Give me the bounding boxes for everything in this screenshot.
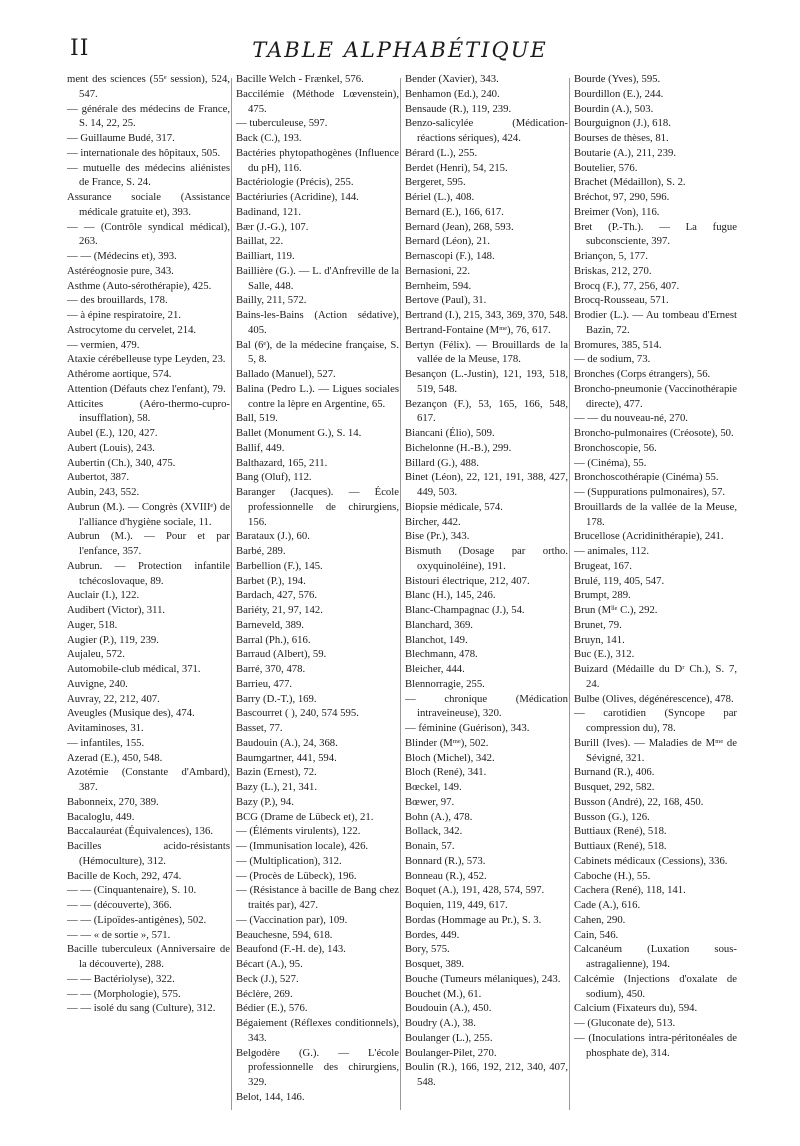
index-entry: Bronches (Corps étrangers), 56. (574, 368, 711, 380)
index-entry: Bouchet (M.), 61. (405, 987, 482, 1000)
index-entry: Ballado (Manuel), 527. (236, 368, 336, 380)
index-entry: Brodier (L.). — Au tombeau d'Ernest Bazin, 72. (574, 309, 737, 336)
index-entry: Barataux (J.), 60. (236, 530, 310, 543)
index-entry: — de sodium, 73. (574, 353, 651, 366)
index-entry: Aubert (Louis), 243. (67, 441, 155, 454)
index-entry: Brumpt, 289. (574, 589, 631, 602)
index-entry: — (Gluconate de), 513. (574, 1017, 676, 1029)
index-entry: Boudry (A.), 38. (405, 1017, 476, 1029)
index-entry: Babonneix, 270, 389. (67, 795, 159, 808)
index-entry: Buttiaux (René), 518. (574, 840, 667, 852)
index-entry: Boutarie (A.), 211, 239. (574, 146, 677, 159)
index-entry: Burill (Ives). — Maladies de Mᵐᵉ de Sévigné, 321. (574, 736, 737, 764)
index-entry: Baumgartner, 441, 594. (236, 751, 337, 764)
index-entry: Bang (Oluf), 112. (236, 471, 312, 484)
index-entry: — Guillaume Budé, 317. (67, 132, 175, 144)
index-entry: Biopsie médicale, 574. (405, 500, 503, 513)
index-entry: Bœwer, 97. (405, 795, 455, 808)
index-entry: Broncho-pulmonaires (Créosote), 50. (574, 427, 734, 439)
index-entry: Back (C.), 193. (236, 132, 302, 144)
column-divider (400, 78, 401, 1110)
index-entry: Besançon (L.-Justin), 121, 193, 518, 519, 548. (405, 368, 568, 395)
index-entry: Busson (G.), 126. (574, 810, 650, 823)
index-entry: Bacille Welch - Frænkel, 576. (236, 73, 364, 85)
index-entry: Bains-les-Bains (Action sédative), 405. (236, 309, 399, 336)
page-number: II (70, 36, 90, 61)
index-entry: Bory, 575. (405, 943, 450, 956)
index-entry: Astrocytome du cervelet, 214. (67, 323, 197, 336)
column-divider (569, 78, 570, 1110)
index-entry: Ballet (Monument G.), S. 14. (236, 427, 362, 439)
index-entry: — (Résistance à bacille de Bang chez traités par), 427. (236, 884, 399, 911)
index-entry: Bouche (Tumeurs mélaniques), 243. (405, 972, 561, 985)
index-entry: — mutuelle des médecins aliénistes de France, S. 24. (67, 161, 230, 189)
index-entry: Blanc (H.), 145, 246. (405, 589, 496, 602)
index-entry: Bret (P.-Th.). — La fugue subconsciente, 397. (574, 220, 737, 248)
index-entry: Bernard (Léon), 21. (405, 235, 490, 248)
index-entry: Barry (D.-T.), 169. (236, 692, 317, 705)
index-entry: Assurance sociale (Assistance médicale gratuite et), 393. (67, 191, 230, 218)
index-entry: Brun (Mˡˡᵉ C.), 292. (574, 604, 658, 616)
index-entry: Bismuth (Dosage par ortho. oxyquinoléine), 191. (405, 545, 568, 572)
index-entry: Auvigne, 240. (67, 677, 128, 690)
index-entry: — carotidien (Syncope par compression du), 78. (574, 707, 737, 734)
index-entry: Avitaminoses, 31. (67, 722, 144, 734)
index-entry: Bollack, 342. (405, 825, 463, 838)
index-entry: Aubrun (M.). — Congrès (XVIIIᵉ) de l'alliance d'hygiène sociale, 11. (67, 500, 230, 528)
index-entry: — internationale des hôpitaux, 505. (67, 146, 221, 159)
index-entry: — — (Médecins et), 393. (67, 250, 177, 262)
index-entry: Barral (Ph.), 616. (236, 633, 311, 646)
index-entry: — animales, 112. (574, 545, 649, 557)
index-entry: — infantiles, 155. (67, 736, 145, 749)
index-entry: Bosquet, 389. (405, 958, 465, 970)
index-entry: Benzo-salicylée (Médication-réactions sériques), 424. (405, 117, 568, 144)
index-entry: Atticites (Aéro-thermo-cupro-insufflation), 58. (67, 397, 230, 425)
index-entry: Cade (A.), 616. (574, 899, 641, 911)
index-entry: Bernheim, 594. (405, 279, 472, 292)
index-entry: Asthme (Auto-sérothérapie), 425. (67, 279, 212, 292)
index-entry: Brocq (F.), 77, 256, 407. (574, 279, 680, 292)
index-entry: Bloch (Michel), 342. (405, 751, 495, 764)
index-entry: Baccalauréat (Équivalences), 136. (67, 825, 213, 838)
index-entry: Bailliart, 119. (236, 250, 295, 262)
index-entry: Bender (Xavier), 343. (405, 73, 499, 85)
index-entry: Broncho-pneumonie (Vaccinothérapie directe), 477. (574, 382, 737, 410)
index-entry: Boulanger-Pilet, 270. (405, 1046, 497, 1059)
index-entry: Biancani (Élio), 509. (405, 427, 495, 439)
index-entry: Caboche (H.), 55. (574, 869, 651, 882)
index-entry: Baillat, 22. (236, 235, 284, 248)
index-entry: Bonnard (R.), 573. (405, 854, 486, 867)
index-entry: Ataxie cérébelleuse type Leyden, 23. (67, 353, 226, 366)
index-entry: Brugeat, 167. (574, 559, 632, 572)
index-entry: — (Procès de Lübeck), 196. (236, 869, 357, 882)
index-entry: Baccilémie (Méthode Lœvenstein), 475. (236, 87, 399, 115)
index-entry: Brocq-Rousseau, 571. (574, 294, 669, 307)
index-entry: Barbellion (F.), 145. (236, 559, 323, 572)
index-entry: Cain, 546. (574, 928, 619, 941)
index-entry: Bactéries phytopathogènes (Influence du pH), 116. (236, 146, 399, 174)
index-entry: Busquet, 292, 582. (574, 781, 655, 793)
index-entry: Brunet, 79. (574, 618, 622, 631)
index-entry: — — (découverte), 366. (67, 899, 172, 911)
index-entry: Bordas (Hommage au Pr.), S. 3. (405, 913, 542, 926)
index-entry: — (Éléments virulents), 122. (236, 825, 361, 838)
index-entry: Auvray, 22, 212, 407. (67, 692, 160, 705)
index-entry: Bégaiement (Réflexes conditionnels), 343. (236, 1017, 399, 1044)
index-entry: Attention (Défauts chez l'enfant), 79. (67, 382, 226, 395)
index-entry: Barbet (P.), 194. (236, 574, 306, 587)
index-entry: Bourdillon (E.), 244. (574, 87, 664, 100)
index-entry: Boulin (R.), 166, 192, 212, 340, 407, 548. (405, 1061, 568, 1088)
index-entry: — des brouillards, 178. (67, 294, 168, 307)
index-entry: Boudouin (A.), 450. (405, 1002, 492, 1015)
index-entry: Bernasioni, 22. (405, 264, 471, 277)
index-entry: — (Immunisation locale), 426. (236, 840, 369, 852)
index-entry: — chronique (Médication intraveineuse), 320. (405, 692, 568, 720)
index-entry: Azotémie (Constante d'Ambard), 387. (67, 766, 230, 793)
index-entry: Boutelier, 576. (574, 161, 638, 174)
index-entry: Barraud (Albert), 59. (236, 648, 327, 661)
index-entry: Bise (Pr.), 343. (405, 530, 470, 543)
index-entry: Astéréognosie pure, 343. (67, 264, 174, 277)
index-entry: Ball, 519. (236, 412, 278, 425)
index-entry: Baillière (G.). — L. d'Anfreville de la Salle, 448. (236, 264, 399, 292)
index-entry: — tuberculeuse, 597. (236, 117, 328, 130)
index-entry: Bœckel, 149. (405, 781, 462, 793)
index-entry: Bertyn (Félix). — Brouillards de la vallée de la Meuse, 178. (405, 338, 568, 366)
index-entry: Bonain, 57. (405, 840, 455, 852)
index-entry: Blinder (Mᵐᵉ), 502. (405, 736, 489, 749)
index-entry: — (Multiplication), 312. (236, 854, 342, 867)
index-entry: Bariéty, 21, 97, 142. (236, 604, 323, 616)
index-entry: — — « de sortie », 571. (67, 928, 171, 941)
index-entry: Bazy (L.), 21, 341. (236, 781, 318, 793)
index-entry: — à épine respiratoire, 21. (67, 309, 181, 321)
index-entry: Boquet (A.), 191, 428, 574, 597. (405, 884, 545, 897)
index-entry: Breimer (Von), 116. (574, 205, 660, 218)
index-entry: Badinand, 121. (236, 205, 302, 218)
index-entry: Brachet (Médaillon), S. 2. (574, 176, 686, 189)
index-entry: Buc (E.), 312. (574, 648, 635, 661)
index-entry: Bériel (L.), 408. (405, 191, 475, 203)
index-entry: Bircher, 442. (405, 515, 461, 528)
index-entry: Brulé, 119, 405, 547. (574, 574, 665, 587)
index-entry: Berdet (Henri), 54, 215. (405, 161, 508, 174)
index-entry: Bourde (Yves), 595. (574, 73, 661, 85)
index-entry: Bourses de thèses, 81. (574, 132, 669, 144)
index-entry: Aubin, 243, 552. (67, 486, 140, 498)
index-entry: Baudouin (A.), 24, 368. (236, 736, 338, 749)
index-entry: Blechmann, 478. (405, 648, 478, 661)
index-entry: Bertrand (I.), 215, 343, 369, 370, 548. (405, 309, 568, 321)
index-entry: Briançon, 5, 177. (574, 250, 648, 262)
index-entry: Bréchot, 97, 290, 596. (574, 191, 670, 203)
index-entry: Bazin (Ernest), 72. (236, 766, 317, 779)
index-column-4 (574, 72, 737, 1140)
index-entry: Belot, 144, 146. (236, 1090, 305, 1103)
index-column-3 (405, 72, 568, 1140)
index-entry: Bromures, 385, 514. (574, 338, 662, 351)
index-entry: Buizard (Médaille du Dʳ Ch.), S. 7, 24. (574, 663, 737, 690)
index-entry: Bronchoscothérapie (Cinéma) 55. (574, 471, 719, 484)
index-entry: Buttiaux (René), 518. (574, 825, 667, 838)
index-entry: Benhamon (Ed.), 240. (405, 87, 500, 100)
index-entry: Binet (Léon), 22, 121, 191, 388, 427, 449, 503. (405, 471, 568, 498)
index-entry: — — (Contrôle syndical médical), 263. (67, 220, 230, 248)
index-entry: Calcémie (Injections d'oxalate de sodium), 450. (574, 972, 737, 1000)
column-divider (231, 78, 232, 1110)
index-entry: Auger, 518. (67, 618, 118, 631)
index-entry: Bailly, 211, 572. (236, 294, 307, 307)
index-entry: Augier (P.), 119, 239. (67, 633, 159, 646)
index-entry: Aubertot, 387. (67, 471, 130, 484)
running-title: TABLE ALPHABÉTIQUE (252, 38, 548, 62)
index-entry: Bohn (A.), 478. (405, 810, 473, 823)
index-entry: Calcanéum (Luxation sous-astragalienne), 194. (574, 943, 737, 970)
index-entry: Cachera (René), 118, 141. (574, 884, 686, 897)
index-entry: — — isolé du sang (Culture), 312. (67, 1002, 216, 1015)
index-entry: Balina (Pedro L.). — Ligues sociales contre la lèpre en Argentine, 65. (236, 382, 399, 410)
index-entry: Brucellose (Acridinithérapie), 241. (574, 530, 724, 543)
index-entry: Balthazard, 165, 211. (236, 456, 328, 469)
index-entry: Aubertin (Ch.), 340, 475. (67, 456, 176, 469)
index-column-1 (67, 72, 230, 1140)
index-entry: Bacille tuberculeux (Anniversaire de la découverte), 288. (67, 943, 230, 970)
index-entry: Blanchard, 369. (405, 618, 473, 631)
index-entry: Bérard (L.), 255. (405, 146, 478, 159)
index-entry: Aveugles (Musique des), 474. (67, 707, 195, 720)
index-entry: Bloch (René), 341. (405, 766, 487, 779)
index-entry: Bichelonne (H.-B.), 299. (405, 441, 512, 454)
index-entry: Burnand (R.), 406. (574, 766, 655, 779)
index-entry: — vermien, 479. (67, 338, 140, 351)
index-entry: Basset, 77. (236, 722, 283, 734)
index-entry: Bal (6ᵉ), de la médecine française, S. 5, 8. (236, 338, 399, 366)
index-entry: Boquien, 119, 449, 617. (405, 899, 508, 911)
index-entry: Aubrun (M.). — Pour et par l'enfance, 357. (67, 530, 230, 557)
index-entry: Bernard (E.), 166, 617. (405, 205, 504, 218)
page-header (70, 36, 730, 76)
index-entry: Bonneau (R.), 452. (405, 869, 487, 882)
index-entry: — — (Cinquantenaire), S. 10. (67, 884, 197, 897)
index-entry: Béclère, 269. (236, 987, 293, 1000)
index-entry: Bazy (P.), 94. (236, 795, 294, 808)
index-entry: Blennorragie, 255. (405, 677, 485, 690)
index-entry: Bacaloglu, 449. (67, 810, 135, 823)
index-entry: Bistouri électrique, 212, 407. (405, 574, 530, 587)
index-entry: BCG (Drame de Lübeck et), 21. (236, 810, 374, 823)
index-entry: Beaufond (F.-H. de), 143. (236, 943, 346, 956)
index-entry: Bernard (Jean), 268, 593. (405, 220, 514, 233)
index-entry: Bourdin (A.), 503. (574, 102, 654, 115)
index-entry: Bardach, 427, 576. (236, 589, 318, 602)
index-entry: Bactériologie (Précis), 255. (236, 176, 354, 189)
index-entry: Bacilles acido-résistants (Hémoculture), 312. (67, 840, 230, 867)
index-entry: — — Bactériolyse), 322. (67, 972, 175, 985)
index-entry: Bactériuries (Acridine), 144. (236, 191, 359, 203)
index-entry: Bruyn, 141. (574, 633, 625, 646)
index-entry: Bédier (E.), 576. (236, 1002, 308, 1015)
index-entry: Beck (J.), 527. (236, 972, 299, 985)
index-entry: Busson (André), 22, 168, 450. (574, 795, 704, 808)
index-entry: Bergeret, 595. (405, 176, 466, 189)
index-entry: Baranger (Jacques). — École professionnelle de chirurgiens, 156. (236, 486, 399, 528)
index-entry: Cahen, 290. (574, 913, 626, 926)
index-entry: — — (Lipoïdes-antigènes), 502. (67, 913, 207, 926)
index-entry: Bacille de Koch, 292, 474. (67, 869, 182, 882)
index-entry: — — (Morphologie), 575. (67, 987, 181, 1000)
index-entry: — (Suppurations pulmonaires), 57. (574, 486, 726, 498)
index-entry: Belgodère (G.). — L'école professionnelle des chirurgiens, 329. (236, 1046, 399, 1088)
index-entry: Automobile-club médical, 371. (67, 663, 201, 675)
index-entry: Bleicher, 444. (405, 663, 465, 675)
index-entry: Blanc-Champagnac (J.), 54. (405, 604, 525, 616)
index-entry: — (Inoculations intra-péritonéales de phosphate de), 314. (574, 1031, 737, 1059)
index-entry: Bordes, 449. (405, 928, 460, 941)
index-entry: Barneveld, 389. (236, 618, 304, 631)
index-entry: Bernascopi (F.), 148. (405, 250, 495, 262)
index-entry: Barbé, 289. (236, 545, 286, 557)
index-entry: Calcium (Fixateurs du), 594. (574, 1002, 698, 1015)
index-entry: Briskas, 212, 270. (574, 264, 652, 277)
index-entry: Billard (G.), 488. (405, 456, 479, 469)
index-entry: Bourguignon (J.), 618. (574, 117, 671, 130)
index-entry: — — du nouveau-né, 270. (574, 412, 688, 425)
index-entry: Bær (J.-G.), 107. (236, 220, 309, 233)
index-entry: ment des sciences (55ᵉ session), 524, 547. (67, 73, 230, 100)
index-entry: Bertove (Paul), 31. (405, 294, 487, 307)
index-entry: Bezançon (F.), 53, 165, 166, 548, 617. (405, 397, 568, 425)
index-entry: Barrieu, 477. (236, 677, 293, 690)
index-entry: Beauchesne, 594, 618. (236, 928, 333, 941)
index-entry: Auclair (I.), 122. (67, 589, 140, 602)
index-entry: Bertrand-Fontaine (Mᵐᵉ), 76, 617. (405, 323, 551, 336)
index-entry: Bensaude (R.), 119, 239. (405, 102, 512, 115)
index-entry: — (Vaccination par), 109. (236, 913, 348, 926)
index-entry: Bulbe (Olives, dégénérescence), 478. (574, 692, 734, 705)
index-entry: Cabinets médicaux (Cessions), 336. (574, 854, 728, 867)
index-entry: Aubel (E.), 120, 427. (67, 427, 158, 439)
index-entry: Bécart (A.), 95. (236, 958, 303, 970)
index-entry: Blanchot, 149. (405, 633, 468, 646)
index-entry: Brouillards de la vallée de la Meuse, 178. (574, 500, 737, 528)
index-entry: Bronchoscopie, 56. (574, 441, 657, 454)
index-entry: — générale des médecins de France, S. 14, 22, 25. (67, 102, 230, 130)
index-entry: Aubrun. — Protection infantile tchécoslovaque, 89. (67, 559, 230, 587)
index-entry: — féminine (Guérison), 343. (405, 722, 530, 734)
index-entry: Boulanger (L.), 255. (405, 1031, 493, 1044)
index-column-2 (236, 72, 399, 1140)
index-entry: — (Cinéma), 55. (574, 456, 647, 469)
index-entry: Azerad (E.), 450, 548. (67, 751, 163, 764)
index-entry: Athérome aortique, 574. (67, 368, 172, 380)
index-entry: Ballif, 449. (236, 441, 285, 454)
index-entry: Barré, 370, 478. (236, 663, 306, 675)
index-entry: Aujaleu, 572. (67, 648, 125, 661)
index-entry: Bascourret ( ), 240, 574 595. (236, 707, 359, 720)
index-entry: Audibert (Victor), 311. (67, 604, 166, 616)
